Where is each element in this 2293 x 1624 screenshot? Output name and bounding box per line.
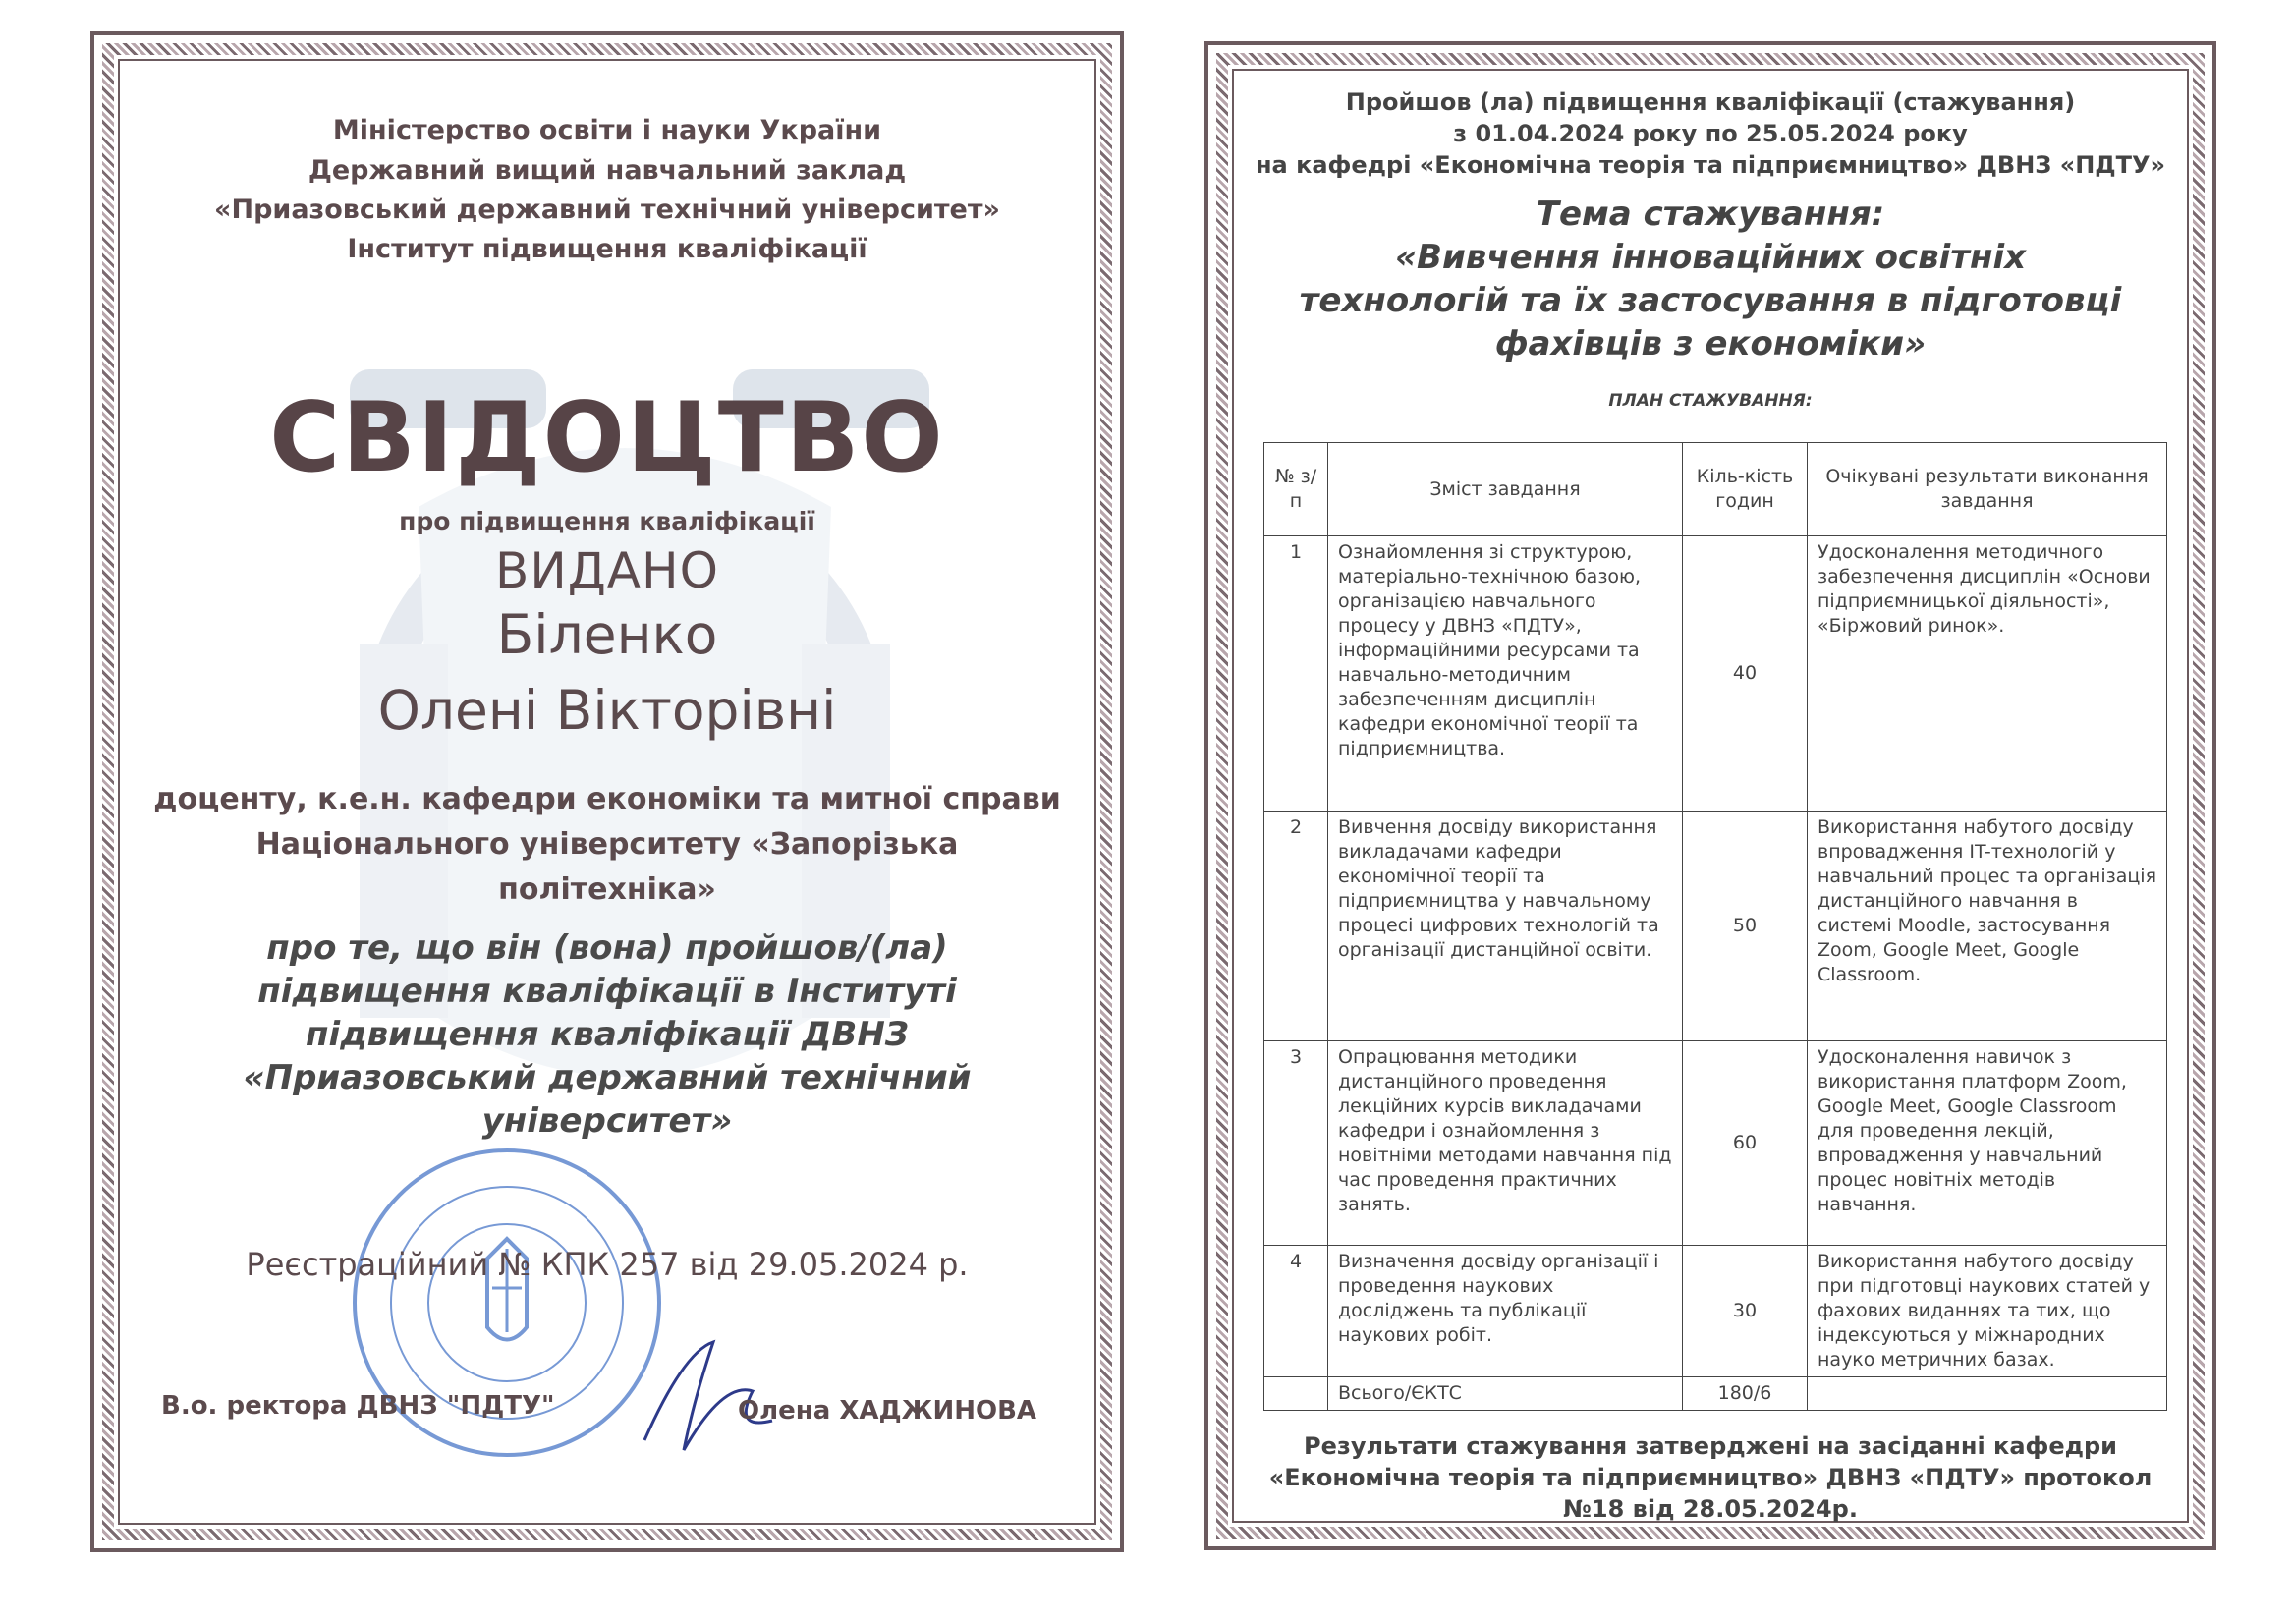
statement-line5: університет» bbox=[481, 1101, 733, 1141]
internship-line1: Пройшов (ла) підвищення кваліфікації (стажування) bbox=[1345, 88, 2076, 116]
row-number: 4 bbox=[1264, 1246, 1328, 1377]
row-hours: 50 bbox=[1683, 812, 1808, 1041]
recipient-position-line1: доценту, к.е.н. кафедри економіки та митної справи bbox=[153, 782, 1061, 816]
signer-role: В.о. ректора ДВНЗ "ПДТУ" bbox=[161, 1391, 555, 1421]
certificate-page bbox=[90, 31, 1124, 1552]
recipient-position-line2: Національного університету «Запорізька bbox=[255, 827, 959, 862]
table-header-row bbox=[1264, 443, 2167, 536]
university-name: «Приазовський державний технічний університет» bbox=[214, 195, 1000, 225]
row-result: Використання набутого досвіду впровадження IT-технологій у навчальний процес та організація дистанційного навчання в системі Moodle, застосування Zoom, Google Meet, Google Classroom. bbox=[1808, 812, 2167, 1041]
header-results: Очікувані результати виконання завдання bbox=[1808, 443, 2167, 536]
row-hours: 30 bbox=[1683, 1246, 1808, 1377]
statement-line1: про те, що він (вона) пройшов/(ла) bbox=[266, 928, 948, 968]
header-task: Зміст завдання bbox=[1328, 443, 1683, 536]
institute-name: Інститут підвищення кваліфікації bbox=[347, 234, 867, 264]
issued-label: ВИДАНО bbox=[495, 542, 719, 599]
institution-type: Державний вищий навчальний заклад bbox=[308, 155, 907, 186]
footer-line2: «Економічна теорія та підприємництво» ДВНЗ «ПДТУ» протокол bbox=[1268, 1464, 2153, 1491]
statement-line3: підвищення кваліфікації ДВНЗ bbox=[306, 1015, 909, 1054]
theme-line3: фахівців з економіки» bbox=[1494, 324, 1927, 364]
row-task: Ознайомлення зі структурою, матеріально-технічною базою, організацією навчального процесу у ДВНЗ «ПДТУ», інформаційними ресурсами та навчально-методичним забезпеченням дисциплін кафедри економічної теорії та підприємництва. bbox=[1328, 536, 1683, 812]
table-total-row bbox=[1264, 1377, 2167, 1411]
certificate-title: СВІДОЦТВО bbox=[269, 382, 945, 494]
internship-department: на кафедрі «Економічна теорія та підприємництво» ДВНЗ «ПДТУ» bbox=[1255, 151, 2166, 179]
row-number: 3 bbox=[1264, 1041, 1328, 1246]
plan-label: ПЛАН СТАЖУВАННЯ: bbox=[1608, 391, 1813, 411]
internship-page bbox=[1204, 41, 2216, 1550]
theme-line1: «Вивчення інноваційних освітніх bbox=[1394, 238, 2027, 277]
recipient-position-line3: політехніка» bbox=[498, 872, 716, 907]
header-number: № з/п bbox=[1264, 443, 1328, 536]
row-hours: 60 bbox=[1683, 1041, 1808, 1246]
table-row bbox=[1264, 536, 2167, 812]
recipient-given-names: Олені Вікторівні bbox=[377, 679, 837, 742]
header-hours: Кіль-кість годин bbox=[1683, 443, 1808, 536]
footer-line3: №18 від 28.05.2024р. bbox=[1563, 1495, 1858, 1523]
signer-name: Олена ХАДЖИНОВА bbox=[738, 1396, 1037, 1426]
statement-line2: підвищення кваліфікації в Інституті bbox=[257, 972, 957, 1011]
table-row bbox=[1264, 812, 2167, 1041]
internship-dates: з 01.04.2024 року по 25.05.2024 року bbox=[1453, 120, 1968, 147]
total-empty-cell bbox=[1264, 1377, 1328, 1411]
row-task: Вивчення досвіду використання викладачами кафедри економічної теорії та підприємництва у навчальному процесі цифрових технологій та організації дистанційної освіти. bbox=[1328, 812, 1683, 1041]
row-result: Удосконалення методичного забезпечення дисциплін «Основи підприємницької діяльності», «Біржовий ринок». bbox=[1808, 536, 2167, 812]
certificate-subtitle: про підвищення кваліфікації bbox=[399, 507, 815, 535]
total-empty-cell bbox=[1808, 1377, 2167, 1411]
theme-label: Тема стажування: bbox=[1536, 195, 1885, 234]
footer-line1: Результати стажування затверджені на засіданні кафедри bbox=[1304, 1432, 2117, 1460]
row-task: Визначення досвіду організації і проведення наукових досліджень та публікації наукових робіт. bbox=[1328, 1246, 1683, 1377]
statement-line4: «Приазовський державний технічний bbox=[243, 1058, 972, 1097]
row-hours: 40 bbox=[1683, 536, 1808, 812]
row-result: Удосконалення навичок з використання платформ Zoom, Google Meet, Google Classroom для проведення лекцій, впровадження у навчальний процес новітніх методів навчання. bbox=[1808, 1041, 2167, 1246]
ministry-name: Міністерство освіти і науки України bbox=[332, 115, 882, 145]
total-label: Всього/ЄКТС bbox=[1328, 1377, 1683, 1411]
recipient-surname: Біленко bbox=[496, 603, 718, 666]
row-number: 1 bbox=[1264, 536, 1328, 812]
table-row bbox=[1264, 1041, 2167, 1246]
plan-table bbox=[1263, 442, 2167, 1411]
registration-number: Реєстраційний № КПК 257 від 29.05.2024 р. bbox=[246, 1246, 969, 1283]
row-result: Використання набутого досвіду при підготовці наукових статей у фахових виданнях та тих, що індексуються у міжнародних науко метричних базах. bbox=[1808, 1246, 2167, 1377]
row-number: 2 bbox=[1264, 812, 1328, 1041]
theme-line2: технологій та їх застосування в підготовці bbox=[1299, 281, 2122, 320]
row-task: Опрацювання методики дистанційного проведення лекційних курсів викладачами кафедри і ознайомлення з новітніми методами навчання під час проведення практичних занять. bbox=[1328, 1041, 1683, 1246]
total-value: 180/6 bbox=[1683, 1377, 1808, 1411]
table-row bbox=[1264, 1246, 2167, 1377]
